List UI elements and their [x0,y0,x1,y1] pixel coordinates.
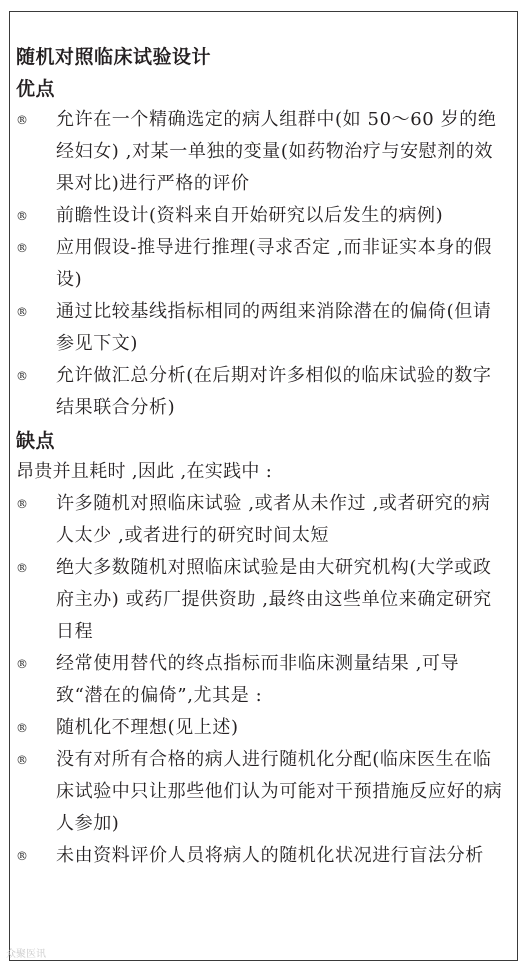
pros-item [16,360,506,424]
document-content [16,42,506,872]
bullet-icon: ® [16,209,29,223]
bullet-icon: ® [16,113,29,127]
bullet-icon: ® [16,721,29,735]
cons-item-text: 许多随机对照临床试验 ,或者从未作过 ,或者研究的病人太少 ,或者进行的研究时间太短 [56,493,491,546]
pros-item [16,200,506,232]
cons-item-text: 没有对所有合格的病人进行随机化分配(临床医生在临床试验中只让那些他们认为可能对干预措施反应好的病人参加) [56,749,503,834]
pros-item [16,232,506,296]
bullet-icon: ® [16,657,29,671]
pros-list [16,104,506,424]
bullet-icon: ® [16,369,29,383]
watermark: 众聚医讯 [6,949,46,960]
bullet-icon: ® [16,497,29,511]
pros-item-text: 允许在一个精确选定的病人组群中(如 50～60 岁的绝经妇女) ,对某一单独的变量(如药物治疗与安慰剂的效果对比)进行严格的评价 [56,109,497,194]
pros-item-text: 允许做汇总分析(在后期对许多相似的临床试验的数字结果联合分析) [56,365,492,418]
pros-item [16,104,506,200]
bullet-icon: ® [16,849,29,863]
cons-item-text: 经常使用替代的终点指标而非临床测量结果 ,可导致“潜在的偏倚”,尤其是 : [56,653,460,706]
pros-heading: 优点 [16,78,56,100]
document-title: 随机对照临床试验设计 [16,46,212,68]
cons-item-text: 绝大多数随机对照临床试验是由大研究机构(大学或政府主办) 或药厂提供资助 ,最终由这些单位来确定研究日程 [56,557,492,642]
cons-item [16,712,506,744]
cons-item [16,840,506,872]
cons-item [16,488,506,552]
cons-item [16,744,506,840]
cons-item [16,648,506,712]
cons-intro: 昂贵并且耗时 ,因此 ,在实践中 : [16,461,273,482]
cons-list [16,488,506,872]
pros-item-text: 通过比较基线指标相同的两组来消除潜在的偏倚(但请参见下文) [56,301,492,354]
cons-item-text: 随机化不理想(见上述) [56,717,239,738]
bullet-icon: ® [16,305,29,319]
bullet-icon: ® [16,753,29,767]
pros-item-text: 前瞻性设计(资料来自开始研究以后发生的病例) [56,205,444,226]
cons-heading: 缺点 [16,430,56,452]
pros-item [16,296,506,360]
pros-item-text: 应用假设-推导进行推理(寻求否定 ,而非证实本身的假设) [56,237,493,290]
cons-item-text: 未由资料评价人员将病人的随机化状况进行盲法分析 [56,845,484,866]
cons-item [16,552,506,648]
bullet-icon: ® [16,561,29,575]
bullet-icon: ® [16,241,29,255]
